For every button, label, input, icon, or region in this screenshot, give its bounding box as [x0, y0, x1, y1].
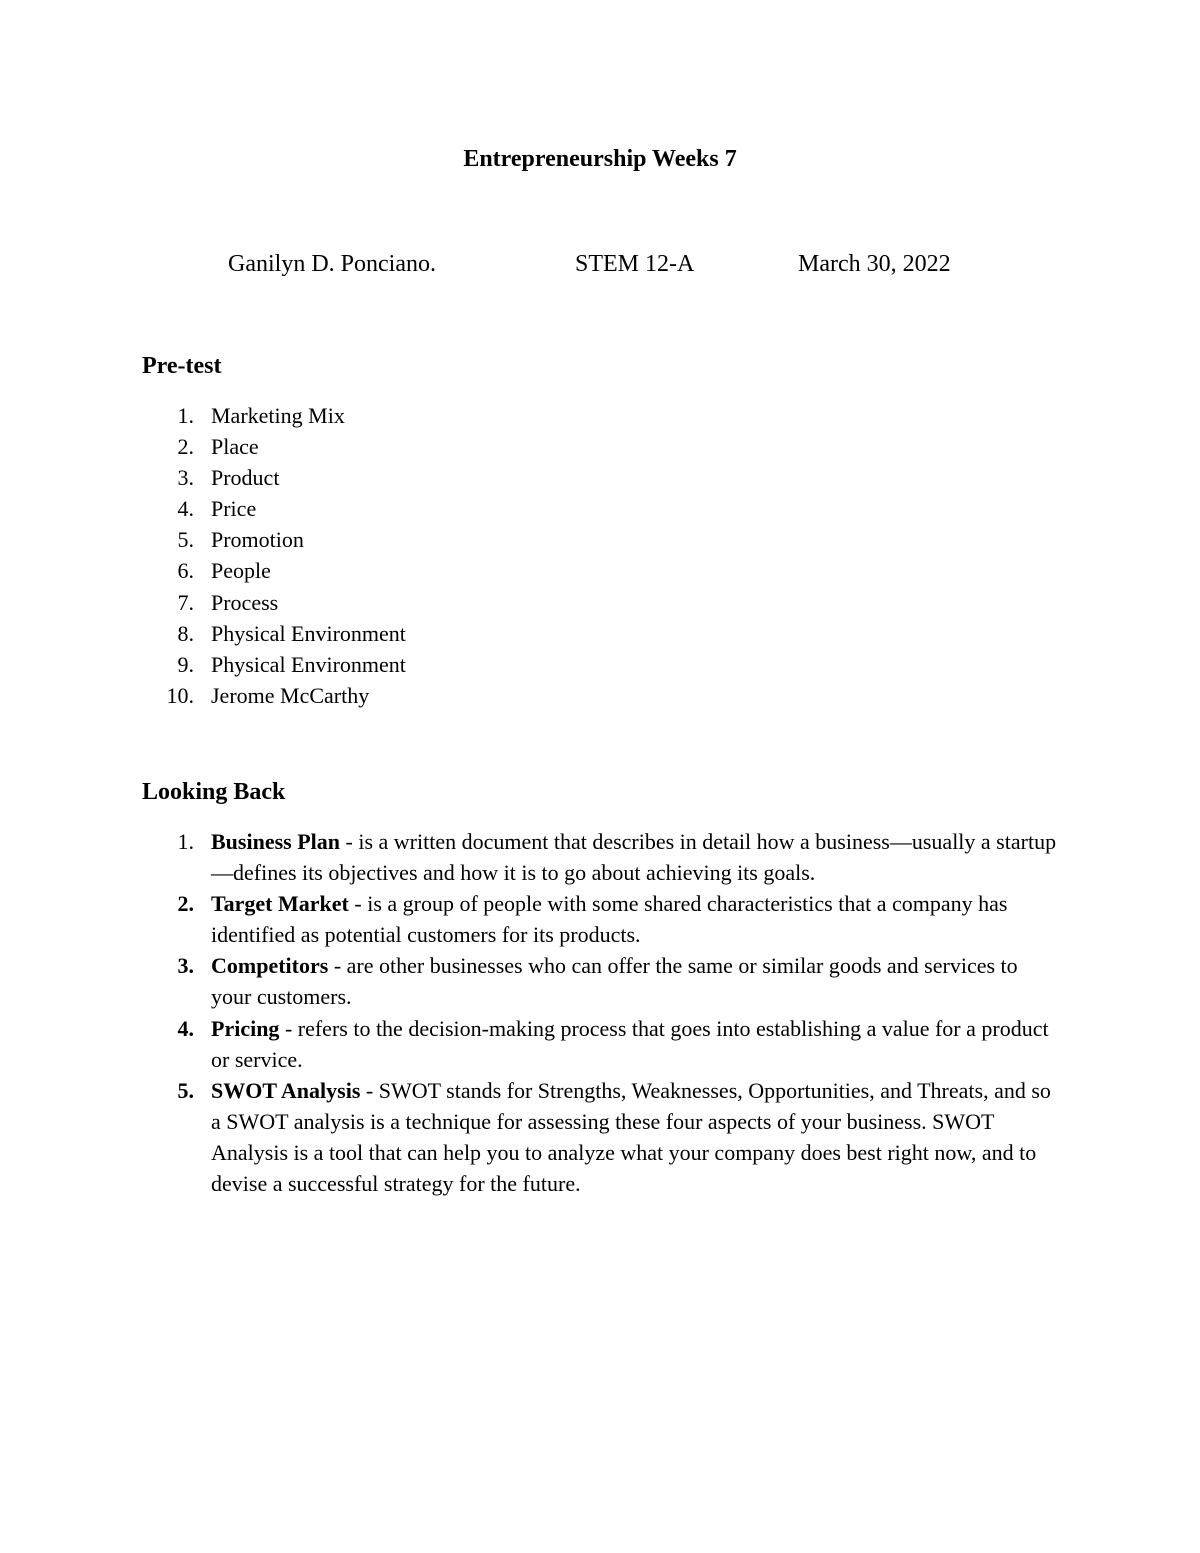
- list-item: [0, 524, 1200, 555]
- definition-text: - is a group of people with some shared characteristics that a company has identified as potential customers for its products.: [211, 891, 1008, 948]
- item-number: 5.: [177, 1077, 194, 1103]
- definition-entry: [211, 888, 1061, 950]
- definition-text: - refers to the decision-making process that goes into establishing a value for a product or service.: [211, 1015, 1049, 1072]
- student-info-line: [0, 248, 1200, 280]
- student-name: Ganilyn D. Ponciano.: [228, 251, 436, 277]
- item-number: 7.: [177, 589, 194, 615]
- definition-text: - SWOT stands for Strengths, Weaknesses, Opportunities, and Threats, and so a SWOT analysis is a technique for assessing these four aspects of your business. SWOT Analysis is a tool that can help you to analyze what your company does best right now, and to devise a successful strategy for the future.: [211, 1077, 1051, 1197]
- item-answer: Promotion: [211, 527, 304, 553]
- item-answer: Physical Environment: [211, 620, 406, 646]
- list-item: [0, 680, 1200, 711]
- list-item: [0, 888, 1200, 950]
- document-title: Entrepreneurship Weeks 7: [463, 146, 737, 172]
- item-answer: Jerome McCarthy: [211, 682, 370, 708]
- definition-term: Target Market: [211, 891, 349, 917]
- item-number: 5.: [177, 527, 194, 553]
- definition-text: - are other businesses who can offer the same or similar goods and services to your customers.: [211, 953, 1018, 1010]
- item-number: 9.: [177, 651, 194, 677]
- list-item: [0, 950, 1200, 1012]
- looking-back-heading: Looking Back: [142, 779, 286, 805]
- item-answer: Marketing Mix: [211, 403, 345, 428]
- list-item: [0, 400, 1200, 431]
- pretest-answer-list: [0, 400, 1200, 711]
- pretest-heading: Pre-test: [142, 353, 222, 379]
- list-item: [0, 431, 1200, 462]
- item-number: 3.: [177, 953, 194, 979]
- item-answer: Physical Environment: [211, 651, 406, 677]
- list-item: [0, 462, 1200, 493]
- definition-text: - is a written document that describes in detail how a business—usually a startup—defines its objectives and how it is to go about achieving its goals.: [211, 829, 1057, 886]
- definition-entry: [211, 826, 1061, 888]
- definition-term: SWOT Analysis: [211, 1077, 361, 1103]
- item-number: 6.: [177, 558, 194, 584]
- definition-entry: [211, 950, 1061, 1012]
- item-number: 10.: [166, 682, 194, 708]
- list-item: [0, 587, 1200, 618]
- list-item: [0, 618, 1200, 649]
- definition-term: Competitors: [211, 953, 329, 979]
- item-answer: Price: [211, 496, 257, 522]
- definition-entry: [211, 1013, 1061, 1075]
- looking-back-list: [0, 826, 1200, 1199]
- class-section: STEM 12-A: [575, 251, 695, 277]
- item-number: 4.: [177, 496, 194, 522]
- list-item: [0, 555, 1200, 586]
- item-answer: Place: [211, 434, 259, 460]
- item-number: 4.: [177, 1015, 194, 1041]
- item-answer: Process: [211, 589, 279, 615]
- definition-term: Pricing: [211, 1015, 280, 1041]
- list-item: [0, 1013, 1200, 1075]
- item-number: 1.: [177, 403, 194, 428]
- item-answer: People: [211, 558, 271, 584]
- item-number: 8.: [177, 620, 194, 646]
- document-date: March 30, 2022: [798, 251, 951, 277]
- item-number: 3.: [177, 465, 194, 491]
- item-answer: Product: [211, 465, 280, 491]
- item-number: 2.: [177, 891, 194, 917]
- list-item: [0, 493, 1200, 524]
- item-number: 2.: [177, 434, 194, 460]
- list-item: [0, 1075, 1200, 1199]
- list-item: [0, 826, 1200, 888]
- item-number: 1.: [177, 829, 194, 854]
- definition-entry: [211, 1075, 1061, 1199]
- list-item: [0, 649, 1200, 680]
- definition-term: Business Plan: [211, 829, 340, 854]
